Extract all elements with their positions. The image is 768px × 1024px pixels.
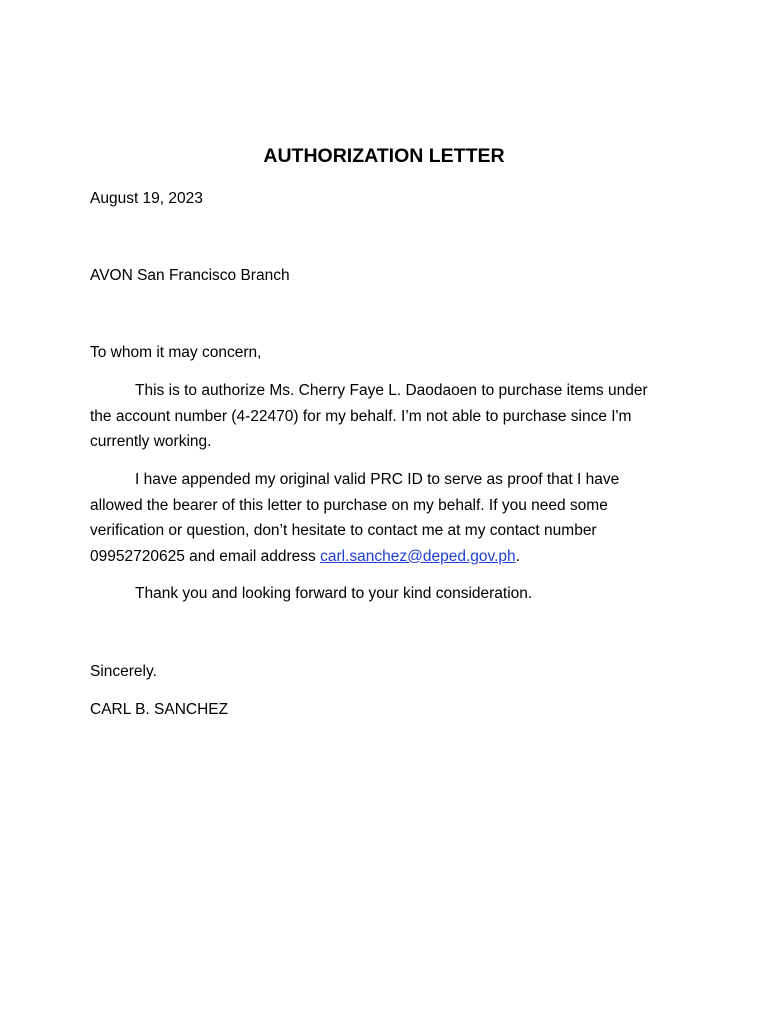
letter-salutation: To whom it may concern, — [90, 344, 262, 361]
paragraph-line-contact — [90, 544, 670, 570]
paragraph-line: I have appended my original valid PRC ID to serve as proof that I have — [135, 471, 620, 488]
paragraph-proof — [90, 467, 670, 569]
paragraph-line: the account number (4-22470) for my behalf. I’m not able to purchase since I'm — [90, 407, 632, 425]
letter-recipient: AVON San Francisco Branch — [90, 267, 290, 284]
paragraph-line: This is to authorize Ms. Cherry Faye L. Daodaoen to purchase items under — [135, 382, 648, 399]
contact-number-text: 09952720625 and email address — [90, 547, 321, 565]
paragraph-line: allowed the bearer of this letter to purchase on my behalf. If you need some — [90, 496, 608, 514]
paragraph-line: verification or question, don’t hesitate to contact me at my contact number — [90, 522, 597, 539]
email-period: . — [515, 547, 520, 565]
email-link[interactable]: carl.sanchez@deped.gov.ph — [320, 547, 516, 565]
letter-title: AUTHORIZATION LETTER — [263, 145, 505, 167]
letter-date: August 19, 2023 — [90, 190, 203, 207]
paragraph-line: currently working. — [90, 433, 212, 450]
letter-signature: CARL B. SANCHEZ — [90, 701, 229, 718]
paragraph-thanks: Thank you and looking forward to your kind consideration. — [135, 585, 533, 602]
paragraph-authorization — [90, 378, 670, 455]
letter-closing: Sincerely. — [90, 663, 157, 680]
